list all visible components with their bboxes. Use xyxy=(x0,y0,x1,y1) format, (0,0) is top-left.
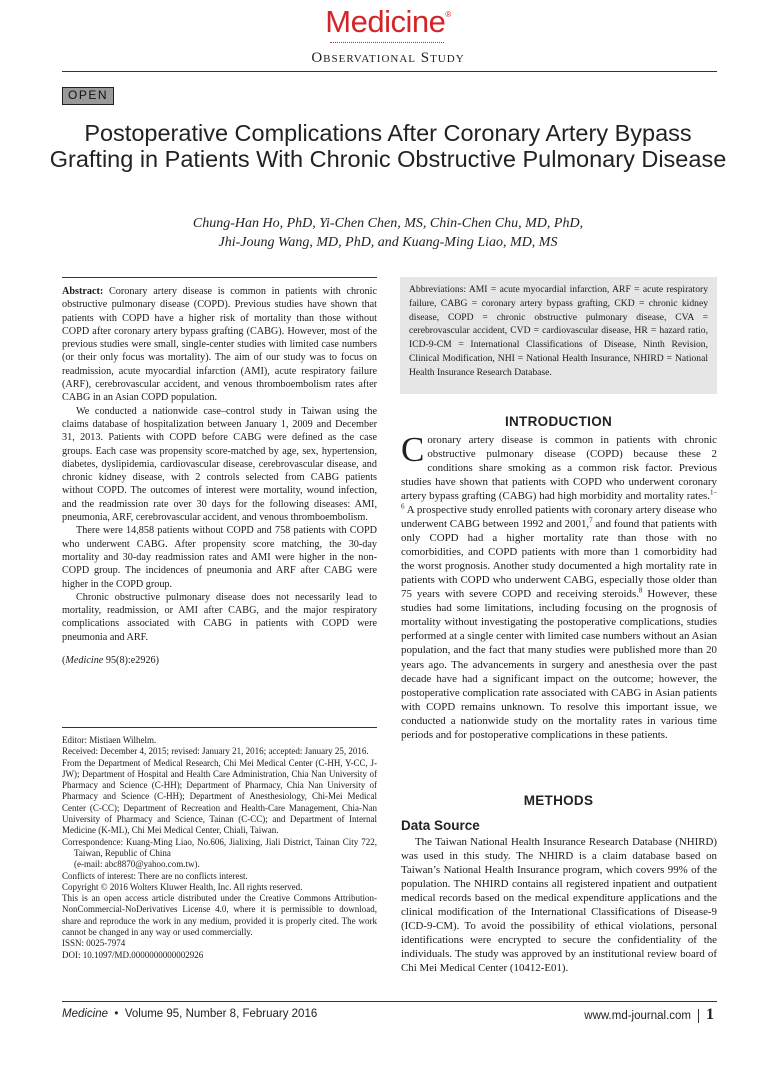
intro-text-2: A prospective study enrolled patients with coronary artery disease who underwent CABG between 1992 and 2001, xyxy=(401,504,717,531)
intro-text-3: and found that patients with only COPD had a higher mortality rate than those with no comorbidities, and COPD patients with more than 1 comorbidity had the worst prognosis. Another study documented a high mortality rate in patients with COPD who underwent CABG, especially those older than 75 years with severe COPD and receiving steroids. xyxy=(401,518,717,601)
intro-text-1: oronary artery disease is common in patients with chronic obstructive pulmonary disease (COPD) because these 2 conditions share smoking as a common risk factor. Previous studies have shown that patients with COPD who underwent coronary artery bypass grafting (CABG) had high morbidity and mortality rates. xyxy=(401,434,717,503)
abstract-paragraph-3: There were 14,858 patients without COPD and 758 patients with COPD who underwent CABG. After propensity score matching, the 30-day mortality and 30-day readmission rates and AMI were higher in the non-COPD group. The incidences of pneumonia and ARF after CABG were higher in the COPD group. xyxy=(62,525,377,590)
abbreviations-text: AMI = acute myocardial infarction, ARF = acute respiratory failure, CABG = coronary artery bypass grafting, CKD = chronic kidney disease, COPD = chronic obstructive pulmonary disease, CVA = cerebrovascular accident, CVD = cardiovascular disease, HR = hazard ratio, ICD-9-CM = International Classifications of Disease, Ninth Revision, Clinical Modification, NHI = National Health Insurance, NHIRD = National Health Insurance Research Database. xyxy=(409,284,708,378)
page-number: 1 xyxy=(706,1006,714,1023)
citation-ref: 1–6 xyxy=(401,488,717,511)
footer-issue-info xyxy=(62,1008,317,1020)
registered-mark: ® xyxy=(445,10,451,19)
abstract xyxy=(62,285,377,667)
journal-logo xyxy=(0,4,776,40)
footnote-conflicts: Conflicts of interest: There are no conflicts interest. xyxy=(62,870,248,881)
author-line-2: Jhi-Joung Wang, MD, PhD, and Kuang-Ming Liao, MD, MS xyxy=(218,235,558,250)
abstract-paragraph-4: Chronic obstructive pulmonary disease does not necessarily lead to mortality, readmission, or AMI after CABG, and the major respiratory complications associated with CABG in patients with COPD were pneumonia and ARF. xyxy=(62,591,377,643)
abstract-label: Abstract: xyxy=(62,286,104,297)
abbreviations-box xyxy=(400,277,717,394)
data-source-heading: Data Source xyxy=(401,818,480,833)
footnote-email: (e-mail: abc8870@yahoo.com.tw). xyxy=(74,859,200,870)
header-rule xyxy=(62,71,717,72)
section-label: Observational Study xyxy=(311,50,465,66)
footnote-correspondence: Correspondence: Kuang-Ming Liao, No.606, Jialixing, Jiali District, Tainan City 722, Taiwan, Republic of China xyxy=(62,836,377,858)
footer-journal: Medicine xyxy=(62,1008,109,1020)
drop-cap: C xyxy=(401,430,425,469)
abstract-top-rule xyxy=(62,277,377,278)
footer-separator xyxy=(698,1009,699,1023)
footnote-received: Received: December 4, 2015; revised: January 21, 2016; accepted: January 25, 2016. xyxy=(62,746,369,757)
footnote-license: This is an open access article distributed under the Creative Commons Attribution-NonCommercial-NoDerivatives License 4.0, where it is permissible to download, share and reproduce the work in any medium, provided it is properly cited. The work cannot be changed in any way or used commercially. xyxy=(62,893,377,938)
footnote-copyright: Copyright © 2016 Wolters Kluwer Health, Inc. All rights reserved. xyxy=(62,881,303,892)
abstract-paragraph-1: Coronary artery disease is common in patients with chronic obstructive pulmonary disease (COPD). Previous studies have shown that patients with COPD have a higher risk of mortality than those without COPD after coronary artery bypass grafting (CABG). However, most of the previous studies were small, single-center studies with limited case numbers (or their only focus was mortality). The aim of our study was to focus on readmission, acute myocardial infarction (AMI), acute respiratory failure (ARF), cerebrovascular accident, and venous thromboembolism rates after CABG in an Asian COPD population. xyxy=(62,286,377,404)
intro-text-4: However, these studies had some limitations, including focusing on the prognosis of mortality without investigating the postoperative complications, studies performed at a single center with limited case numbers without an Asian population, and the fact that many studies were published more than 20 years ago. The advancements in surgery and anesthesia over the past decade have had a significant impact on the outcome; however, the postoperative complication rate associated with CABG in Asian patients with COPD remains unknown. To resolve this important issue, we conducted a nationwide study on the mortality rates in various time periods and for postoperative complications in these patients. xyxy=(401,588,717,741)
introduction-body xyxy=(401,430,717,742)
article-footnotes xyxy=(62,735,377,961)
footnote-editor: Editor: Mistiaen Wilhelm. xyxy=(62,735,157,745)
introduction-heading: INTRODUCTION xyxy=(504,414,613,429)
footer-rule xyxy=(62,1001,717,1002)
paper-title: Postoperative Complications After Coronary Artery Bypass Grafting in Patients With Chronic Obstructive Pulmonary Disease xyxy=(49,120,727,172)
logo-dotted-underline xyxy=(330,42,444,43)
data-source-body xyxy=(401,835,717,975)
abstract-paragraph-2: We conducted a nationwide case–control study in Taiwan using the claims database of hospitalization between January 1, 2009 and December 31, 2013. Patients with COPD before CABG were defined as the case groups. Each case was propensity score-matched by age, sex, hypertension, diabetes, dyslipidemia, cardiovascular disease, cerebrovascular disease, and chronic kidney disease, with 2 controls selected from CABG patients without COPD. The outcomes of interest were mortality, wound infection, and the readmission rate over 30 days for the following diseases: AMI, pneumonia, ARF, cerebrovascular accident, and venous thromboembolism. xyxy=(62,405,377,524)
citation-journal: Medicine xyxy=(65,655,104,667)
abstract-citation: (Medicine 95(8):e2926) xyxy=(62,655,160,667)
footer-right xyxy=(584,1006,714,1024)
footnote-affiliations: From the Department of Medical Research, Chi Mei Medical Center (C-HH, Y-CC, J-JW); Department of Hospital and Health Care Administration, Chia Nan University of Pharmacy and Science (C-HH); Department of Pharmacy, Chia Nan University of Pharmacy and Science (C-HH); Department of Anesthesiology, Chi-Mei Medical Center (C-CC); Department of Recreation and Health-Care Management, Chia-Nan University of Pharmacy and Science, Tainan (C-CC); and Department of Internal Medicine (K-ML), Chi Mei Medical Center, Chiali, Taiwan. xyxy=(62,757,377,836)
methods-heading: METHODS xyxy=(523,793,594,808)
footnotes-top-rule xyxy=(62,727,377,728)
footnote-issn: ISSN: 0025-7974 xyxy=(62,938,126,949)
data-source-paragraph: The Taiwan National Health Insurance Research Database (NHIRD) was used in this study. The NHIRD is a claim database based on Taiwan’s National Health Insurance program, which covers 99% of the population. The NHIRD contains all registered inpatient and outpatient medical records based on the medical expenditure applications and the clinical modification of the International Classifications of Disease-9 (ICD-9-CM). To avoid the possibility of ethical violations, personal identifications were encrypted to secure the confidentiality of the individuals. The study was approved by an institutional review board of Chi Mei Medical Center (10412-E01). xyxy=(401,836,717,975)
journal-name: Medicine xyxy=(325,4,446,39)
author-line-1: Chung-Han Ho, PhD, Yi-Chen Chen, MS, Chin-Chen Chu, MD, PhD, xyxy=(192,216,584,231)
citation-ref: 7 xyxy=(589,516,593,525)
abbreviations-label: Abbreviations: xyxy=(409,284,467,295)
open-access-badge: OPEN xyxy=(62,87,114,105)
footnote-doi: DOI: 10.1097/MD.0000000000002926 xyxy=(62,949,204,960)
citation-ref: 8 xyxy=(638,586,643,595)
footer-volume: • Volume 95, Number 8, February 2016 xyxy=(108,1008,318,1020)
citation-details: 95(8):e2926) xyxy=(103,655,160,667)
journal-website-link[interactable]: www.md-journal.com xyxy=(584,1010,691,1022)
author-list xyxy=(100,214,676,252)
